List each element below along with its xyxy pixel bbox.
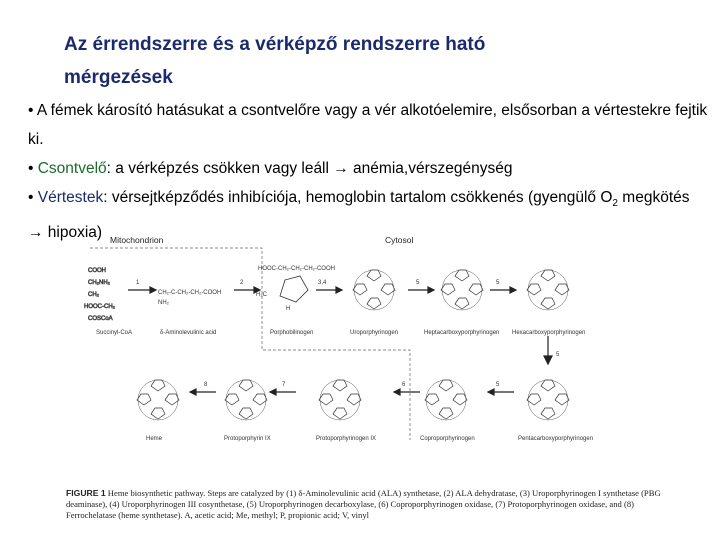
svg-text:1: 1	[136, 280, 140, 286]
compound-label-bottom: Coproporphyrinogen	[420, 436, 475, 442]
svg-text:5: 5	[416, 280, 420, 286]
svg-text:5: 5	[496, 280, 500, 286]
svg-text:H₂C: H₂C	[256, 292, 267, 298]
protoporphyrinogen-ring	[319, 380, 361, 420]
bullet-blood-cells-text: : vérsejtképződés inhibíciója, hemoglobin tartalom csökkenés (gyengülő O	[103, 189, 613, 206]
svg-text:7: 7	[282, 382, 286, 388]
compound-label-bottom: Pentacarboxyporphyrinogen	[518, 436, 594, 442]
protoporphyrin-ring	[225, 380, 267, 420]
compound-labels	[96, 330, 593, 442]
svg-text:5: 5	[496, 382, 500, 388]
bullet-bone-marrow-term: Csontvelő	[37, 160, 107, 177]
cytosol-label: Cytosol	[385, 235, 414, 245]
svg-text:HOOC-CH₂: HOOC-CH₂	[84, 304, 115, 310]
succinyl-coa-structure	[84, 268, 116, 322]
svg-text:COOH: COOH	[88, 268, 106, 274]
bullet-bone-marrow-text: : a vérképzés csökken vagy leáll → anémia,vérszegénység	[106, 160, 513, 177]
mitochondrion-border	[90, 248, 410, 440]
ala-structure	[158, 290, 221, 306]
svg-text:NH₂: NH₂	[158, 300, 169, 306]
svg-text:HOOC-CH₂-CH₂-CH₂-COOH: HOOC-CH₂-CH₂-CH₂-COOH	[258, 266, 335, 272]
compound-label-bottom: Protoporphyrin IX	[224, 436, 271, 442]
compound-label-bottom: Protoporphyrinogen IX	[316, 436, 377, 442]
svg-text:2: 2	[240, 280, 244, 286]
mitochondrion-label: Mitochondrion	[110, 235, 164, 245]
pentacarboxyporphyrinogen-ring	[527, 380, 569, 420]
bullet-metals: • A fémek károsító hatásukat a csontvelőre vagy a vér alkotóelemire, elsősorban a vértestekre fejtik ki.	[28, 102, 708, 148]
svg-text:CH₂-C-CH₂-CH₂-COOH: CH₂-C-CH₂-CH₂-COOH	[158, 290, 222, 296]
caption-text: Heme biosynthetic pathway. Steps are catalyzed by (1) δ-Aminolevulinic acid (ALA) synthetase, (2) ALA dehydratase, (3) Uroporphyrinogen I synthetase (PBG deaminase), (4) Uroporphyrinogen III cosynthetase, (5) Uroporphyrinogen decarboxylase, (6) Coproporphyrinogen oxidase, (7) Protoporphyrinogen oxidase, and (8) Ferrochelatase (heme synthetase). A, acetic acid; Me, methyl; P, propionic acid; V, vinyl	[66, 488, 661, 520]
svg-text:6: 6	[402, 382, 406, 388]
compound-label-top: Porphobilinogen	[270, 330, 314, 336]
hexacarboxyporphyrinogen-ring	[527, 270, 569, 310]
bullet-bone-marrow-prefix: •	[28, 160, 38, 177]
pathway-arrows	[128, 287, 552, 395]
svg-text:8: 8	[204, 382, 208, 388]
pbg-structure	[256, 266, 335, 312]
compound-label-top: Hexacarboxyporphyrinogen	[512, 330, 586, 336]
svg-text:COSCoA: COSCoA	[88, 316, 113, 322]
svg-text:3,4: 3,4	[318, 280, 327, 286]
svg-text:5: 5	[556, 352, 560, 358]
slide-title-line1: Az érrendszerre és a vérképző rendszerre ható	[64, 34, 486, 55]
caption-head: FIGURE 1	[66, 488, 106, 498]
figure-caption	[66, 488, 666, 521]
svg-text:CH₂: CH₂	[88, 292, 99, 298]
compound-label-top: δ-Aminolevulinic acid	[160, 330, 217, 336]
svg-text:H: H	[286, 306, 291, 312]
bullet-blood-cells-term: Vértestek	[37, 189, 104, 206]
bullet-blood-cells-prefix: •	[28, 189, 38, 206]
svg-text:CH₂NH₂: CH₂NH₂	[88, 280, 110, 286]
compound-label-top: Heptacarboxyporphyrinogen	[424, 330, 500, 336]
bullet-blood-cells-end: megkötés → hipoxia)	[28, 189, 690, 242]
heme-ring	[137, 380, 179, 420]
heptacarboxyporphyrinogen-ring	[441, 270, 483, 310]
compound-label-top: Succinyl-CoA	[96, 330, 133, 336]
compound-label-bottom: Heme	[146, 436, 163, 442]
coproporphyrinogen-ring	[425, 380, 467, 420]
compound-label-top: Uroporphyrinogen	[350, 330, 399, 336]
slide-title-line2: mérgezések	[64, 67, 173, 88]
oxygen-subscript: 2	[612, 198, 618, 210]
uroporphyrinogen-ring	[353, 270, 395, 310]
